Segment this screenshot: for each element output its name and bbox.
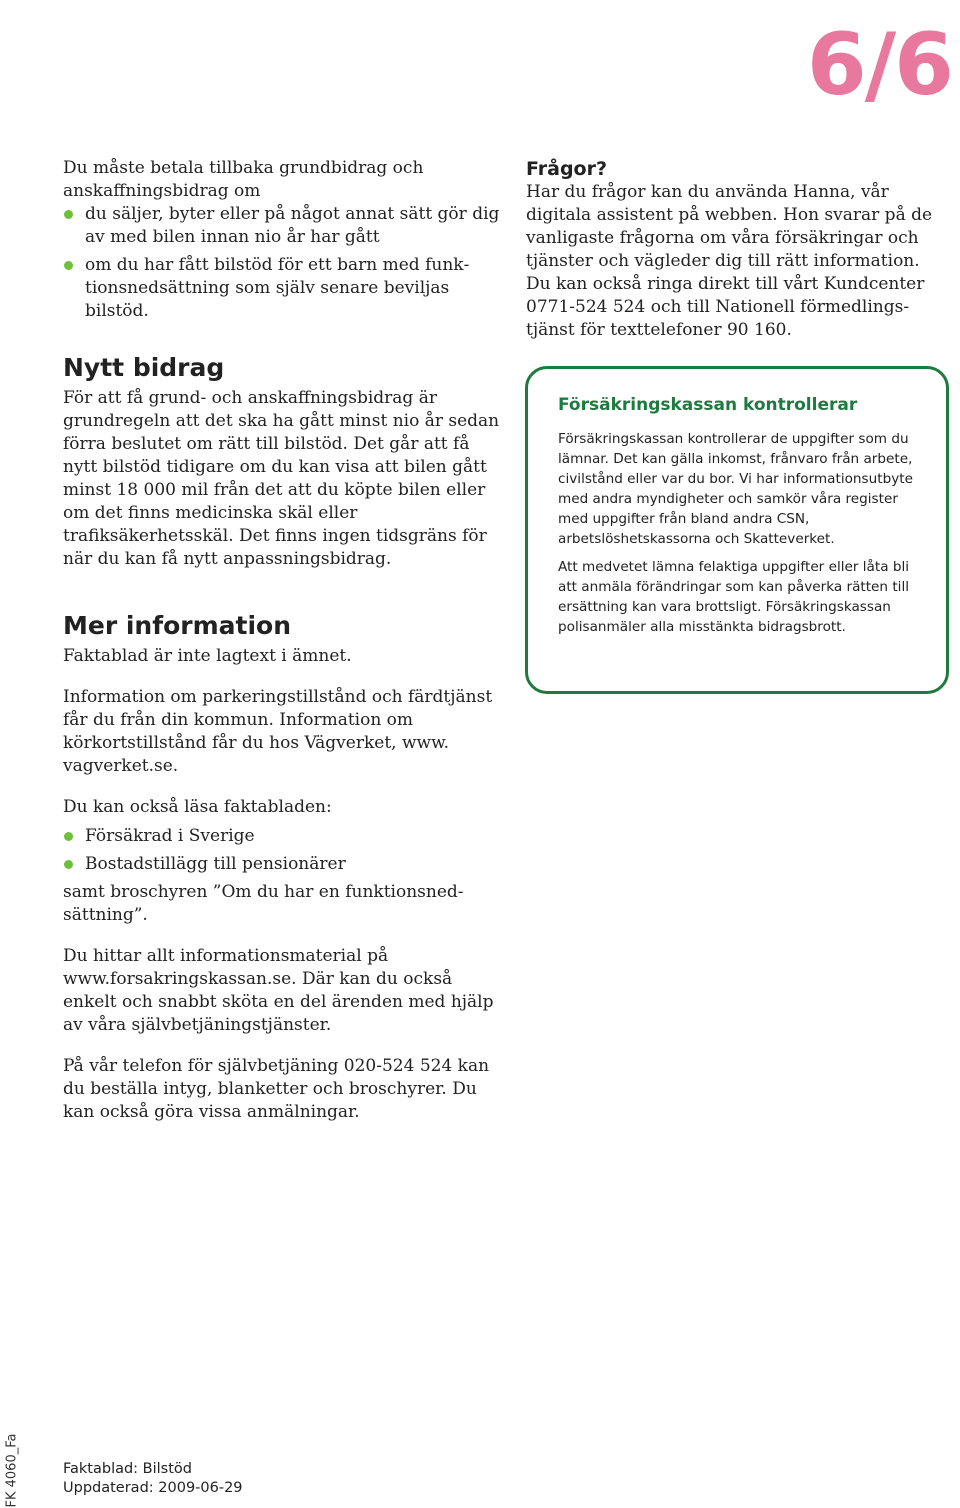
mer-information-paragraph: Du kan också läsa faktabladen: xyxy=(63,797,332,817)
mer-information-paragraph: samt broschyren ”Om du har en funktionsnedsättning”. xyxy=(63,882,464,925)
left-column xyxy=(63,157,503,1142)
fragor-heading: Frågor? xyxy=(526,158,608,180)
mer-information-paragraph: På vår telefon för självbetjäning 020-524 524 kan du beställa intyg, blanketter och broschyrer. Du kan också göra vissa anmälningar. xyxy=(63,1056,490,1122)
page-number: 6/6 xyxy=(806,15,952,115)
footer-updated-date: Uppdaterad: 2009-06-29 xyxy=(63,1480,243,1496)
mer-information-heading: Mer information xyxy=(63,611,292,640)
nytt-bidrag-heading: Nytt bidrag xyxy=(63,353,225,382)
mer-information-paragraph: Du hittar allt informationsmaterial på www.forsakringskassan.se. Där kan du också enkelt och snabbt sköta en del ärenden med hjälp av våra självbetjäningstjänster. xyxy=(63,946,494,1035)
intro-text: Du måste betala tillbaka grundbidrag och anskaffningsbidrag om xyxy=(63,158,424,201)
footer-title: Faktablad: Bilstöd xyxy=(63,1461,192,1477)
list-item: Bostadstillägg till pensionärer xyxy=(63,853,503,876)
intro-bullet-list xyxy=(63,203,503,323)
faktablad-list xyxy=(63,825,503,876)
mer-information-paragraph: Information om parkeringstillstånd och färdtjänst får du från din kommun. Information om körkortstillstånd får du hos Vägverket, www. vagverket.se. xyxy=(63,687,493,776)
mer-information-paragraph: Faktablad är inte lagtext i ämnet. xyxy=(63,646,352,666)
kontroll-box-title: Försäkringskassan kontrollerar xyxy=(558,395,858,415)
form-code: FK 4060_Fa xyxy=(4,1433,20,1508)
list-item: Försäkrad i Sverige xyxy=(63,825,503,848)
nytt-bidrag-text: För att få grund- och anskaffningsbidrag är grundregeln att det ska ha gått minst nio år sedan förra beslutet om rätt till bilstöd. Det går att få nytt bilstöd tidigare om du kan visa att bilen gått minst 18 000 mil från det att du köpte bilen eller om det finns medicinska skäl eller trafiksäkerhetsskäl. Det finns ingen tidsgräns för när du kan få nytt anpassningsbidrag. xyxy=(63,388,500,569)
footer xyxy=(63,1460,243,1498)
kontroll-box xyxy=(525,366,949,694)
kontroll-box-paragraph: Att medvetet lämna felaktiga uppgifter eller låta bli att anmäla förändringar som kan påverka rätten till ersättning kan vara brottsligt. Försäkringskassan polisanmäler alla misstänkta bidragsbrott. xyxy=(558,559,910,635)
list-item: om du har fått bilstöd för ett barn med funktionsnedsättning som själv senare beviljas bilstöd. xyxy=(63,254,503,323)
right-column xyxy=(526,157,946,360)
fragor-text: Har du frågor kan du använda Hanna, vår digitala assistent på webben. Hon svarar på de vanligaste frågorna om våra försäkringar och tjänster och vägleder dig till rätt information. Du kan också ringa direkt till vårt Kundcenter 0771-524 524 och till Nationell förmedlingstjänst för texttelefoner 90 160. xyxy=(526,182,933,340)
list-item: du säljer, byter eller på något annat sätt gör dig av med bilen innan nio år har gått xyxy=(63,203,503,249)
kontroll-box-paragraph: Försäkringskassan kontrollerar de uppgifter som du lämnar. Det kan gälla inkomst, frånvaro från arbete, civilstånd eller var du bor. Vi har informationsutbyte med andra myndigheter och samkör våra register med uppgifter från bland andra CSN, arbetslöshetskassorna och Skatteverket. xyxy=(558,431,913,547)
